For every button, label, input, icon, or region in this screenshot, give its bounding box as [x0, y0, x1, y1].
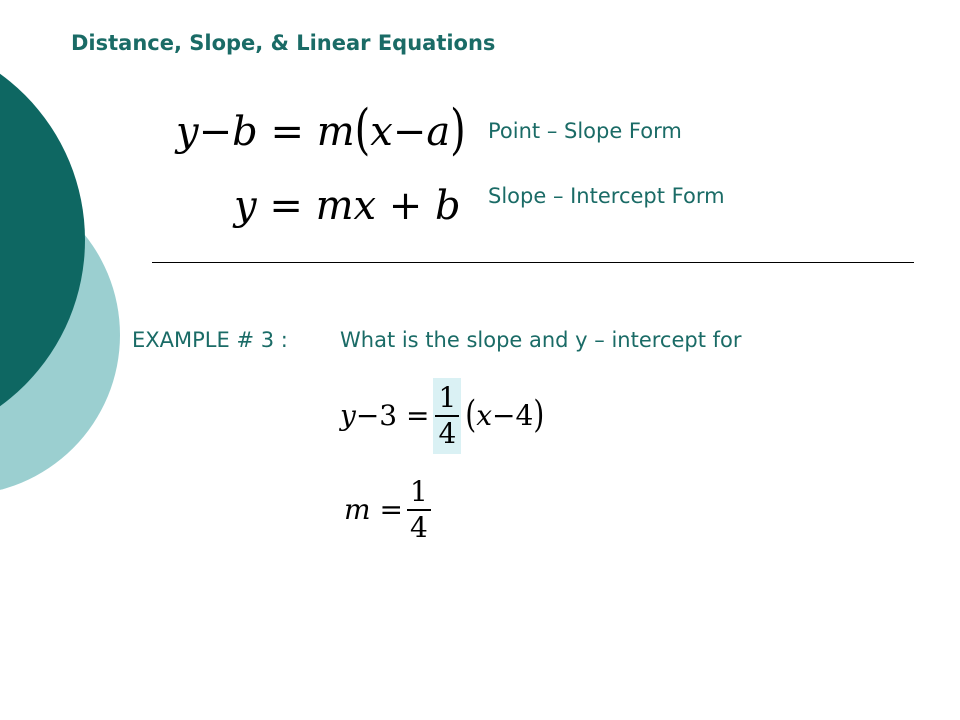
horizontal-divider	[152, 262, 914, 263]
point-slope-label: Point – Slope Form	[488, 119, 682, 143]
answer-denominator: 4	[409, 511, 428, 544]
answer-fraction	[407, 475, 431, 544]
answer-numerator: 1	[409, 475, 428, 508]
fraction-numerator: 1	[438, 381, 457, 414]
slide-title: Distance, Slope, & Linear Equations	[71, 31, 496, 55]
answer-equation: m = $\frac{1}{4}$	[344, 470, 435, 550]
example-fraction	[433, 378, 461, 454]
slope-intercept-label: Slope – Intercept Form	[488, 184, 725, 208]
example-label: EXAMPLE # 3 :	[132, 328, 288, 352]
point-slope-equation: y−b = m(x−a)	[176, 99, 466, 162]
fraction-denominator: 4	[438, 417, 457, 450]
example-equation: y−3 = $\frac{1}{4}$ (x−4)	[340, 368, 544, 464]
slope-intercept-equation: y = mx + b	[234, 183, 461, 229]
example-question: What is the slope and y – intercept for	[340, 328, 742, 352]
